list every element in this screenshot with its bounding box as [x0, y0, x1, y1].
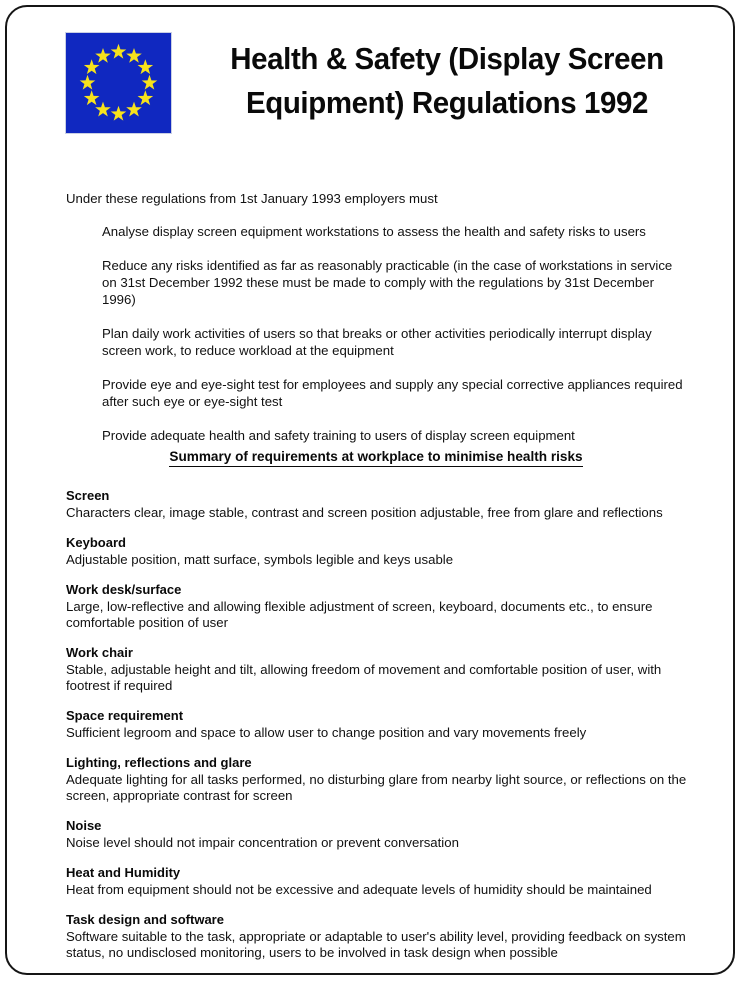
- page-title: [210, 37, 685, 125]
- requirement-item: [66, 645, 688, 694]
- summary-heading: [66, 447, 686, 467]
- requirement-item: [66, 708, 688, 741]
- requirement-description: Adjustable position, matt surface, symbols legible and keys usable: [66, 552, 454, 567]
- employer-duties-list: [66, 223, 686, 444]
- intro-lead-text: Under these regulations from 1st January 1993 employers must: [66, 191, 438, 206]
- requirement-term: Space requirement: [66, 708, 184, 723]
- requirement-term: Work chair: [66, 645, 133, 660]
- requirement-description: Adequate lighting for all tasks performed, no disturbing glare from nearby light source, or reflections on the screen, appropriate contrast for screen: [66, 772, 687, 803]
- employer-duty-item: Reduce any risks identified as far as reasonably practicable (in the case of workstations in service on 31st December 1992 these must be made to comply with the regulations by 31st December 1996): [102, 258, 673, 307]
- requirement-description: Software suitable to the task, appropriate or adaptable to user's ability level, providing feedback on system status, no undisclosed monitoring, users to be involved in task design when possible: [66, 929, 686, 960]
- requirement-item: [66, 755, 688, 804]
- requirement-description: Heat from equipment should not be excessive and adequate levels of humidity should be maintained: [66, 882, 652, 897]
- requirements-list: [66, 488, 688, 961]
- employer-duty-item: Analyse display screen equipment workstations to assess the health and safety risks to users: [102, 224, 646, 239]
- requirement-description: Sufficient legroom and space to allow user to change position and vary movements freely: [66, 725, 587, 740]
- poster-sheet: [5, 5, 735, 975]
- summary-heading-text: Summary of requirements at workplace to minimise health risks: [169, 449, 582, 467]
- requirement-item: [66, 488, 688, 521]
- requirement-term: Heat and Humidity: [66, 865, 181, 880]
- requirement-item: [66, 535, 688, 568]
- page-title-line-2: Equipment) Regulations 1992: [245, 85, 649, 120]
- eu-flag-icon: [65, 32, 172, 134]
- requirement-term: Screen: [66, 488, 110, 503]
- intro-block: [66, 190, 686, 444]
- requirement-term: Lighting, reflections and glare: [66, 755, 252, 770]
- employer-duty-item: Provide eye and eye-sight test for employees and supply any special corrective appliances required after such eye or eye-sight test: [102, 377, 683, 409]
- requirement-term: Task design and software: [66, 912, 224, 927]
- page-title-line-1: Health & Safety (Display Screen: [230, 41, 664, 76]
- requirement-item: [66, 865, 688, 898]
- requirement-description: Noise level should not impair concentration or prevent conversation: [66, 835, 459, 850]
- requirement-term: Work desk/surface: [66, 582, 182, 597]
- poster-header: [7, 7, 733, 147]
- requirement-description: Stable, adjustable height and tilt, allowing freedom of movement and comfortable position of user, with footrest if required: [66, 662, 662, 693]
- requirement-item: [66, 818, 688, 851]
- requirement-description: Large, low-reflective and allowing flexible adjustment of screen, keyboard, documents etc., to ensure comfortable position of user: [66, 599, 653, 630]
- employer-duty-item: Plan daily work activities of users so that breaks or other activities periodically interrupt display screen work, to reduce workload at the equipment: [102, 326, 652, 358]
- requirement-term: Noise: [66, 818, 102, 833]
- requirement-description: Characters clear, image stable, contrast and screen position adjustable, free from glare and reflections: [66, 505, 663, 520]
- requirement-item: [66, 912, 688, 961]
- employer-duty-item: Provide adequate health and safety training to users of display screen equipment: [102, 428, 575, 443]
- requirement-term: Keyboard: [66, 535, 126, 550]
- requirement-item: [66, 582, 688, 631]
